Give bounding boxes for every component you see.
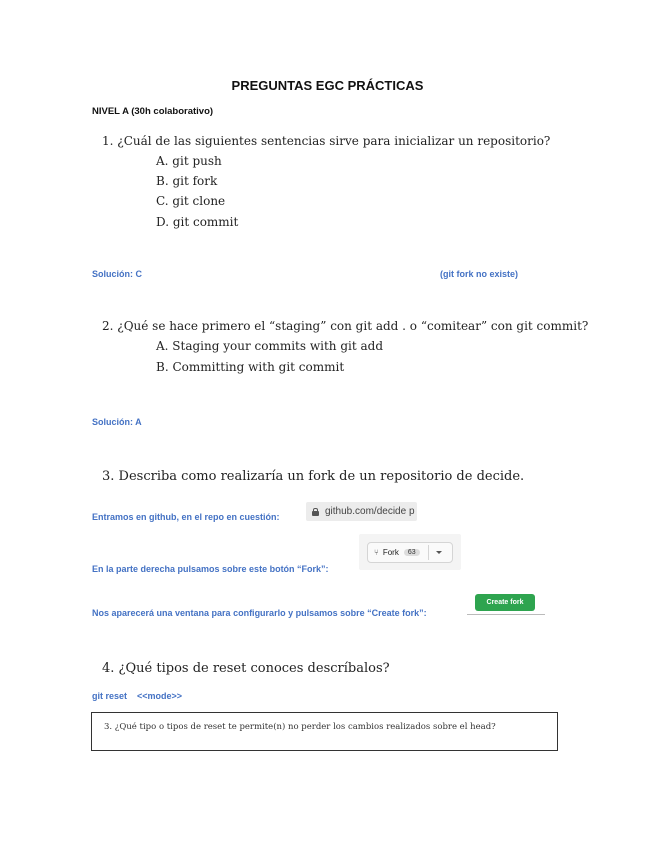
- question-3: 3. Describa como realizaría un fork de un repositorio de decide.: [102, 469, 525, 484]
- url-text: github.com/decide p: [325, 506, 415, 517]
- divider: [428, 545, 429, 560]
- url-bar-screenshot: [306, 502, 417, 521]
- q1-note: (git fork no existe): [440, 269, 519, 279]
- q3-step-1: Entramos en github, en el repo en cuestión:: [92, 512, 280, 522]
- question-1: 1. ¿Cuál de las siguientes sentencias sirve para inicializar un repositorio?: [102, 134, 551, 148]
- fork-count-badge: 63: [404, 549, 420, 556]
- lock-icon: [312, 508, 319, 516]
- next-question-box: [91, 712, 558, 751]
- q4-answer: git reset <<mode>>: [92, 691, 183, 701]
- next-question-text: 3. ¿Qué tipo o tipos de reset te permite(n) no perder los cambios realizados sobre el head?: [104, 722, 496, 732]
- q3-step-2: En la parte derecha pulsamos sobre este botón “Fork”:: [92, 564, 329, 574]
- fork-label: Fork: [382, 548, 399, 557]
- q1-option-b: B. git fork: [156, 174, 218, 188]
- question-4: 4. ¿Qué tipos de reset conoces descríbalos?: [102, 661, 390, 676]
- q1-option-d: D. git commit: [156, 215, 239, 229]
- q2-solution: Solución: A: [92, 417, 142, 427]
- question-2: 2. ¿Qué se hace primero el “staging” con git add . o “comitear” con git commit?: [102, 319, 589, 333]
- q3-step-3: Nos aparecerá una ventana para configurarlo y pulsamos sobre “Create fork”:: [92, 608, 427, 618]
- fork-button[interactable]: [367, 542, 453, 563]
- q2-option-a: A. Staging your commits with git add: [156, 339, 384, 353]
- q1-solution: Solución: C: [92, 269, 142, 279]
- fork-button-screenshot: [359, 534, 461, 570]
- q2-option-b: B. Committing with git commit: [156, 360, 345, 374]
- fork-icon: ⑂: [374, 548, 379, 557]
- caret-down-icon: [436, 551, 442, 554]
- level-heading: NIVEL A (30h colaborativo): [92, 106, 214, 117]
- page-title: PREGUNTAS EGC PRÁCTICAS: [231, 78, 424, 93]
- create-fork-button[interactable]: Create fork: [475, 594, 535, 611]
- q1-option-a: A. git push: [156, 154, 222, 168]
- q1-option-c: C. git clone: [156, 194, 226, 208]
- divider: [467, 614, 545, 615]
